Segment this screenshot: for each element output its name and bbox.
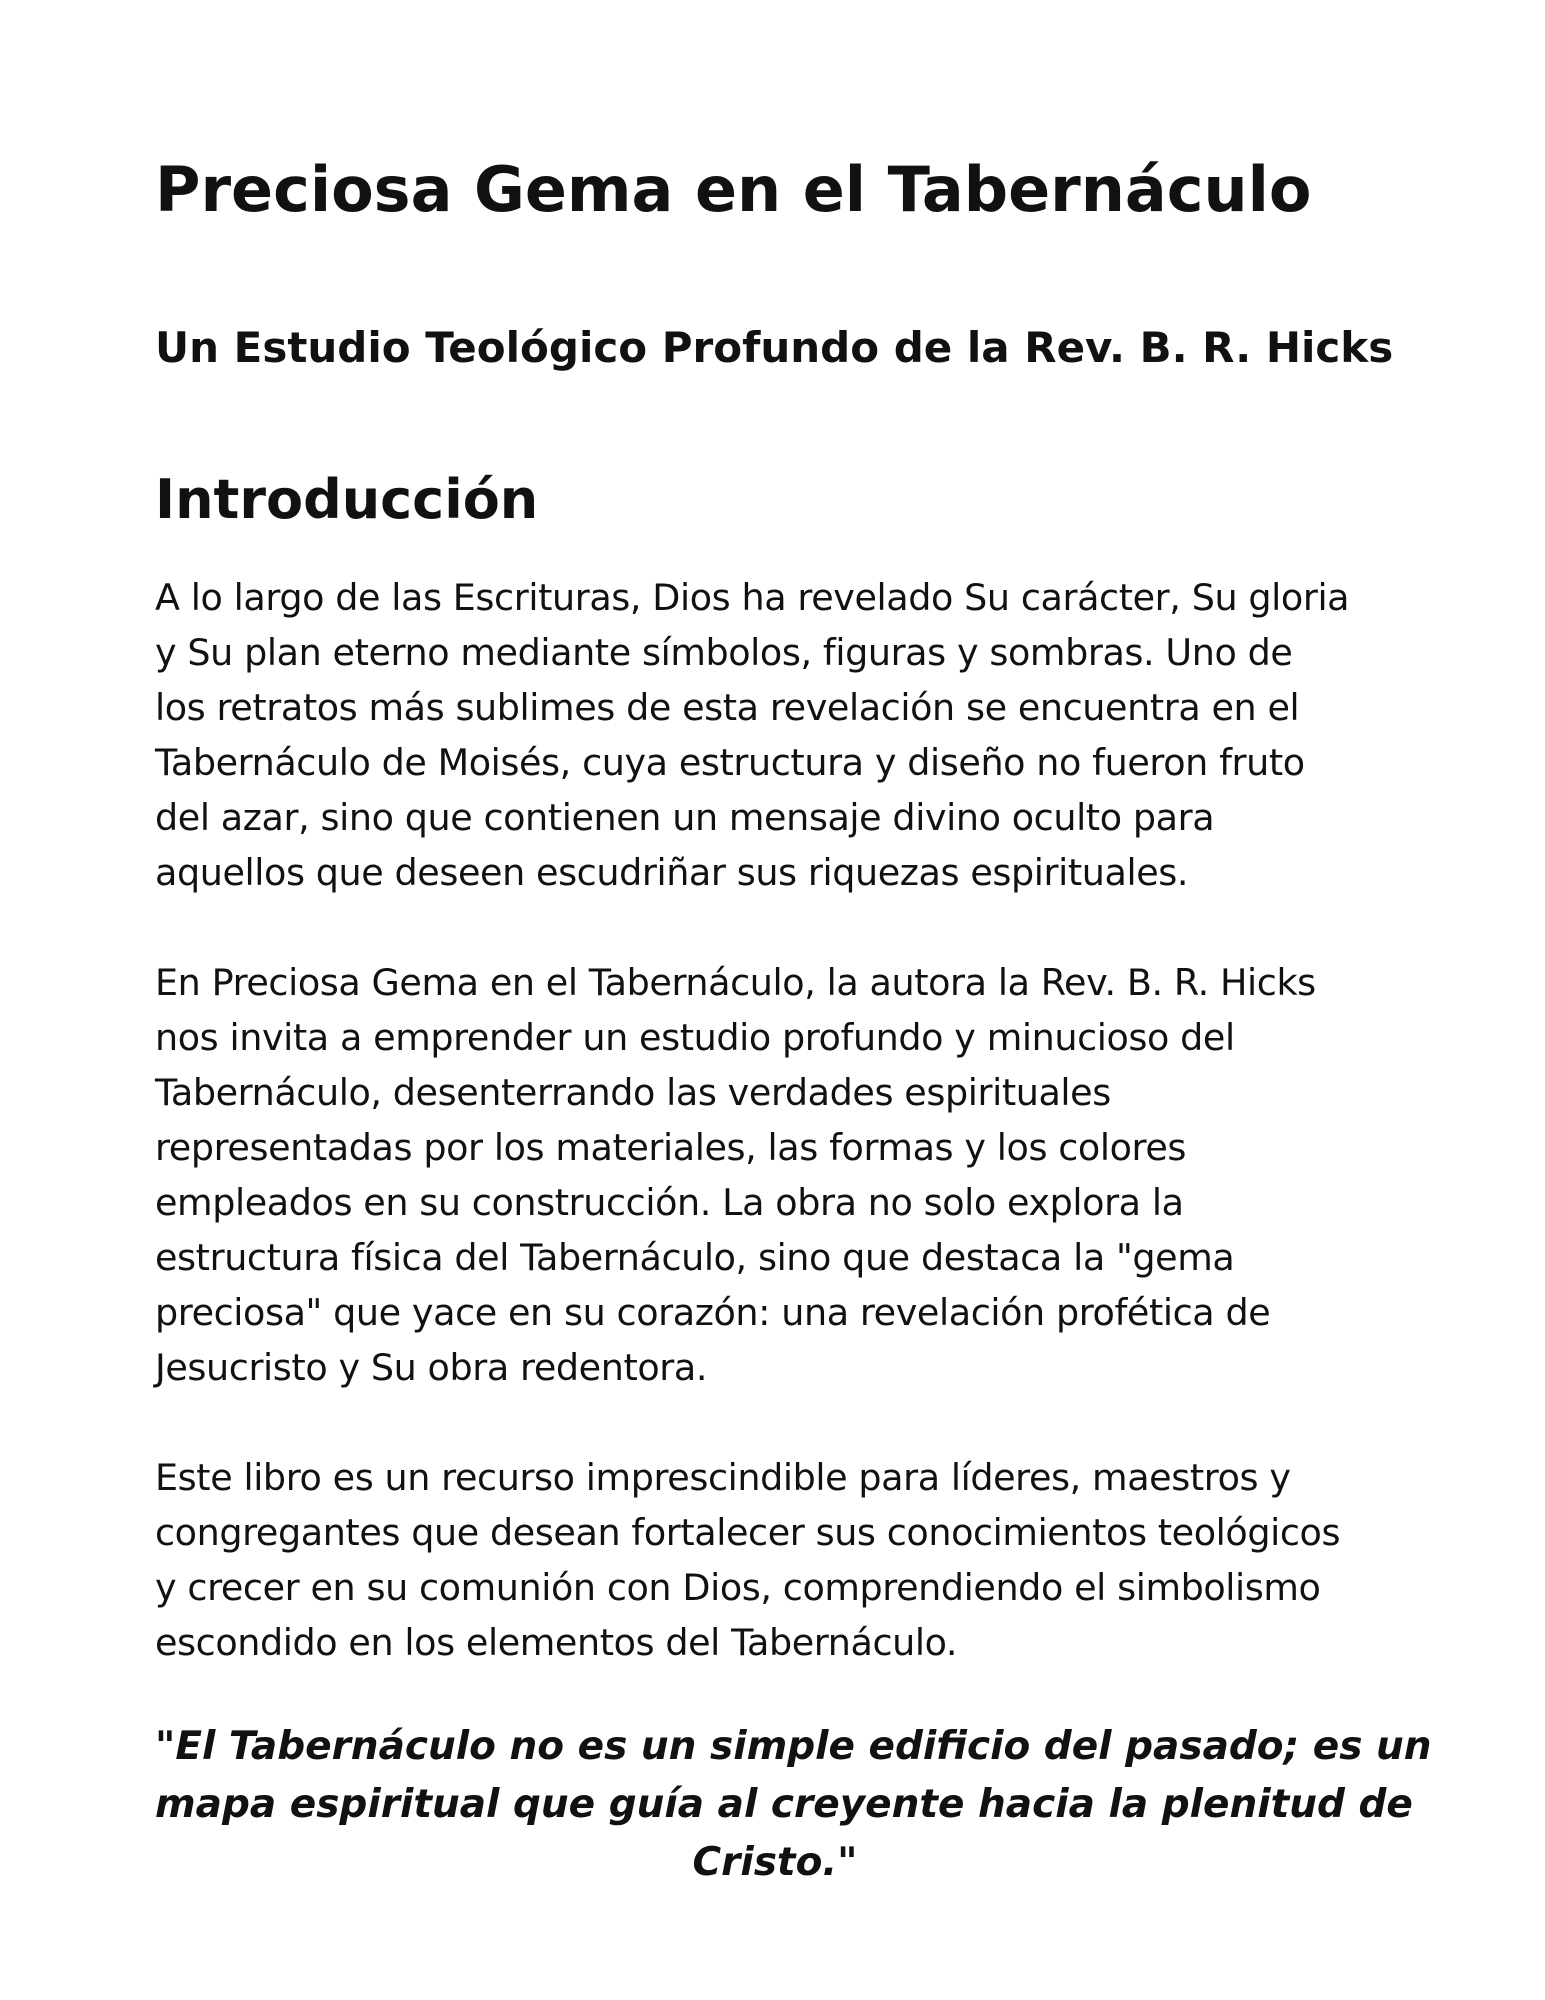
paragraph-line: Tabernáculo de Moisés, cuya estructura y diseño no fueron fruto [155,741,1305,784]
paragraph-line: preciosa" que yace en su corazón: una revelación profética de [155,1291,1271,1334]
section-heading-introduccion: Introducción [155,468,539,531]
document-subtitle: Un Estudio Teológico Profundo de la Rev. B. R. Hicks [155,323,1394,372]
paragraph-1 [155,570,1395,900]
paragraph-line: Este libro es un recurso imprescindible para líderes, maestros y [155,1456,1291,1499]
quote-line: Cristo." [692,1840,858,1885]
paragraph-line: y crecer en su comunión con Dios, comprendiendo el simbolismo [155,1566,1321,1609]
paragraph-line: empleados en su construcción. La obra no solo explora la [155,1181,1184,1224]
paragraph-line: y Su plan eterno mediante símbolos, figuras y sombras. Uno de [155,631,1293,674]
quote-line: "El Tabernáculo no es un simple edificio del pasado; es un [155,1724,1432,1769]
paragraph-line: Tabernáculo, desenterrando las verdades espirituales [155,1071,1111,1114]
paragraph-line: representadas por los materiales, las formas y los colores [155,1126,1187,1169]
document-title: Preciosa Gema en el Tabernáculo [155,153,1312,226]
paragraph-line: En Preciosa Gema en el Tabernáculo, la autora la Rev. B. R. Hicks [155,961,1316,1004]
paragraph-3 [155,1450,1395,1670]
paragraph-line: nos invita a emprender un estudio profundo y minucioso del [155,1016,1235,1059]
paragraph-line: congregantes que desean fortalecer sus conocimientos teológicos [155,1511,1341,1554]
paragraph-line: escondido en los elementos del Tabernáculo. [155,1621,958,1664]
paragraph-line: Jesucristo y Su obra redentora. [155,1346,708,1389]
paragraph-line: del azar, sino que contienen un mensaje divino oculto para [155,796,1215,839]
quote-line: mapa espiritual que guía al creyente hacia la plenitud de [155,1782,1413,1827]
paragraph-line: los retratos más sublimes de esta revelación se encuentra en el [155,686,1300,729]
document-page [155,0,1432,2000]
pull-quote [155,1718,1432,1892]
paragraph-line: A lo largo de las Escrituras, Dios ha revelado Su carácter, Su gloria [155,576,1350,619]
paragraph-line: estructura física del Tabernáculo, sino que destaca la "gema [155,1236,1235,1279]
paragraph-line: aquellos que deseen escudriñar sus riquezas espirituales. [155,851,1189,894]
paragraph-2 [155,955,1395,1395]
